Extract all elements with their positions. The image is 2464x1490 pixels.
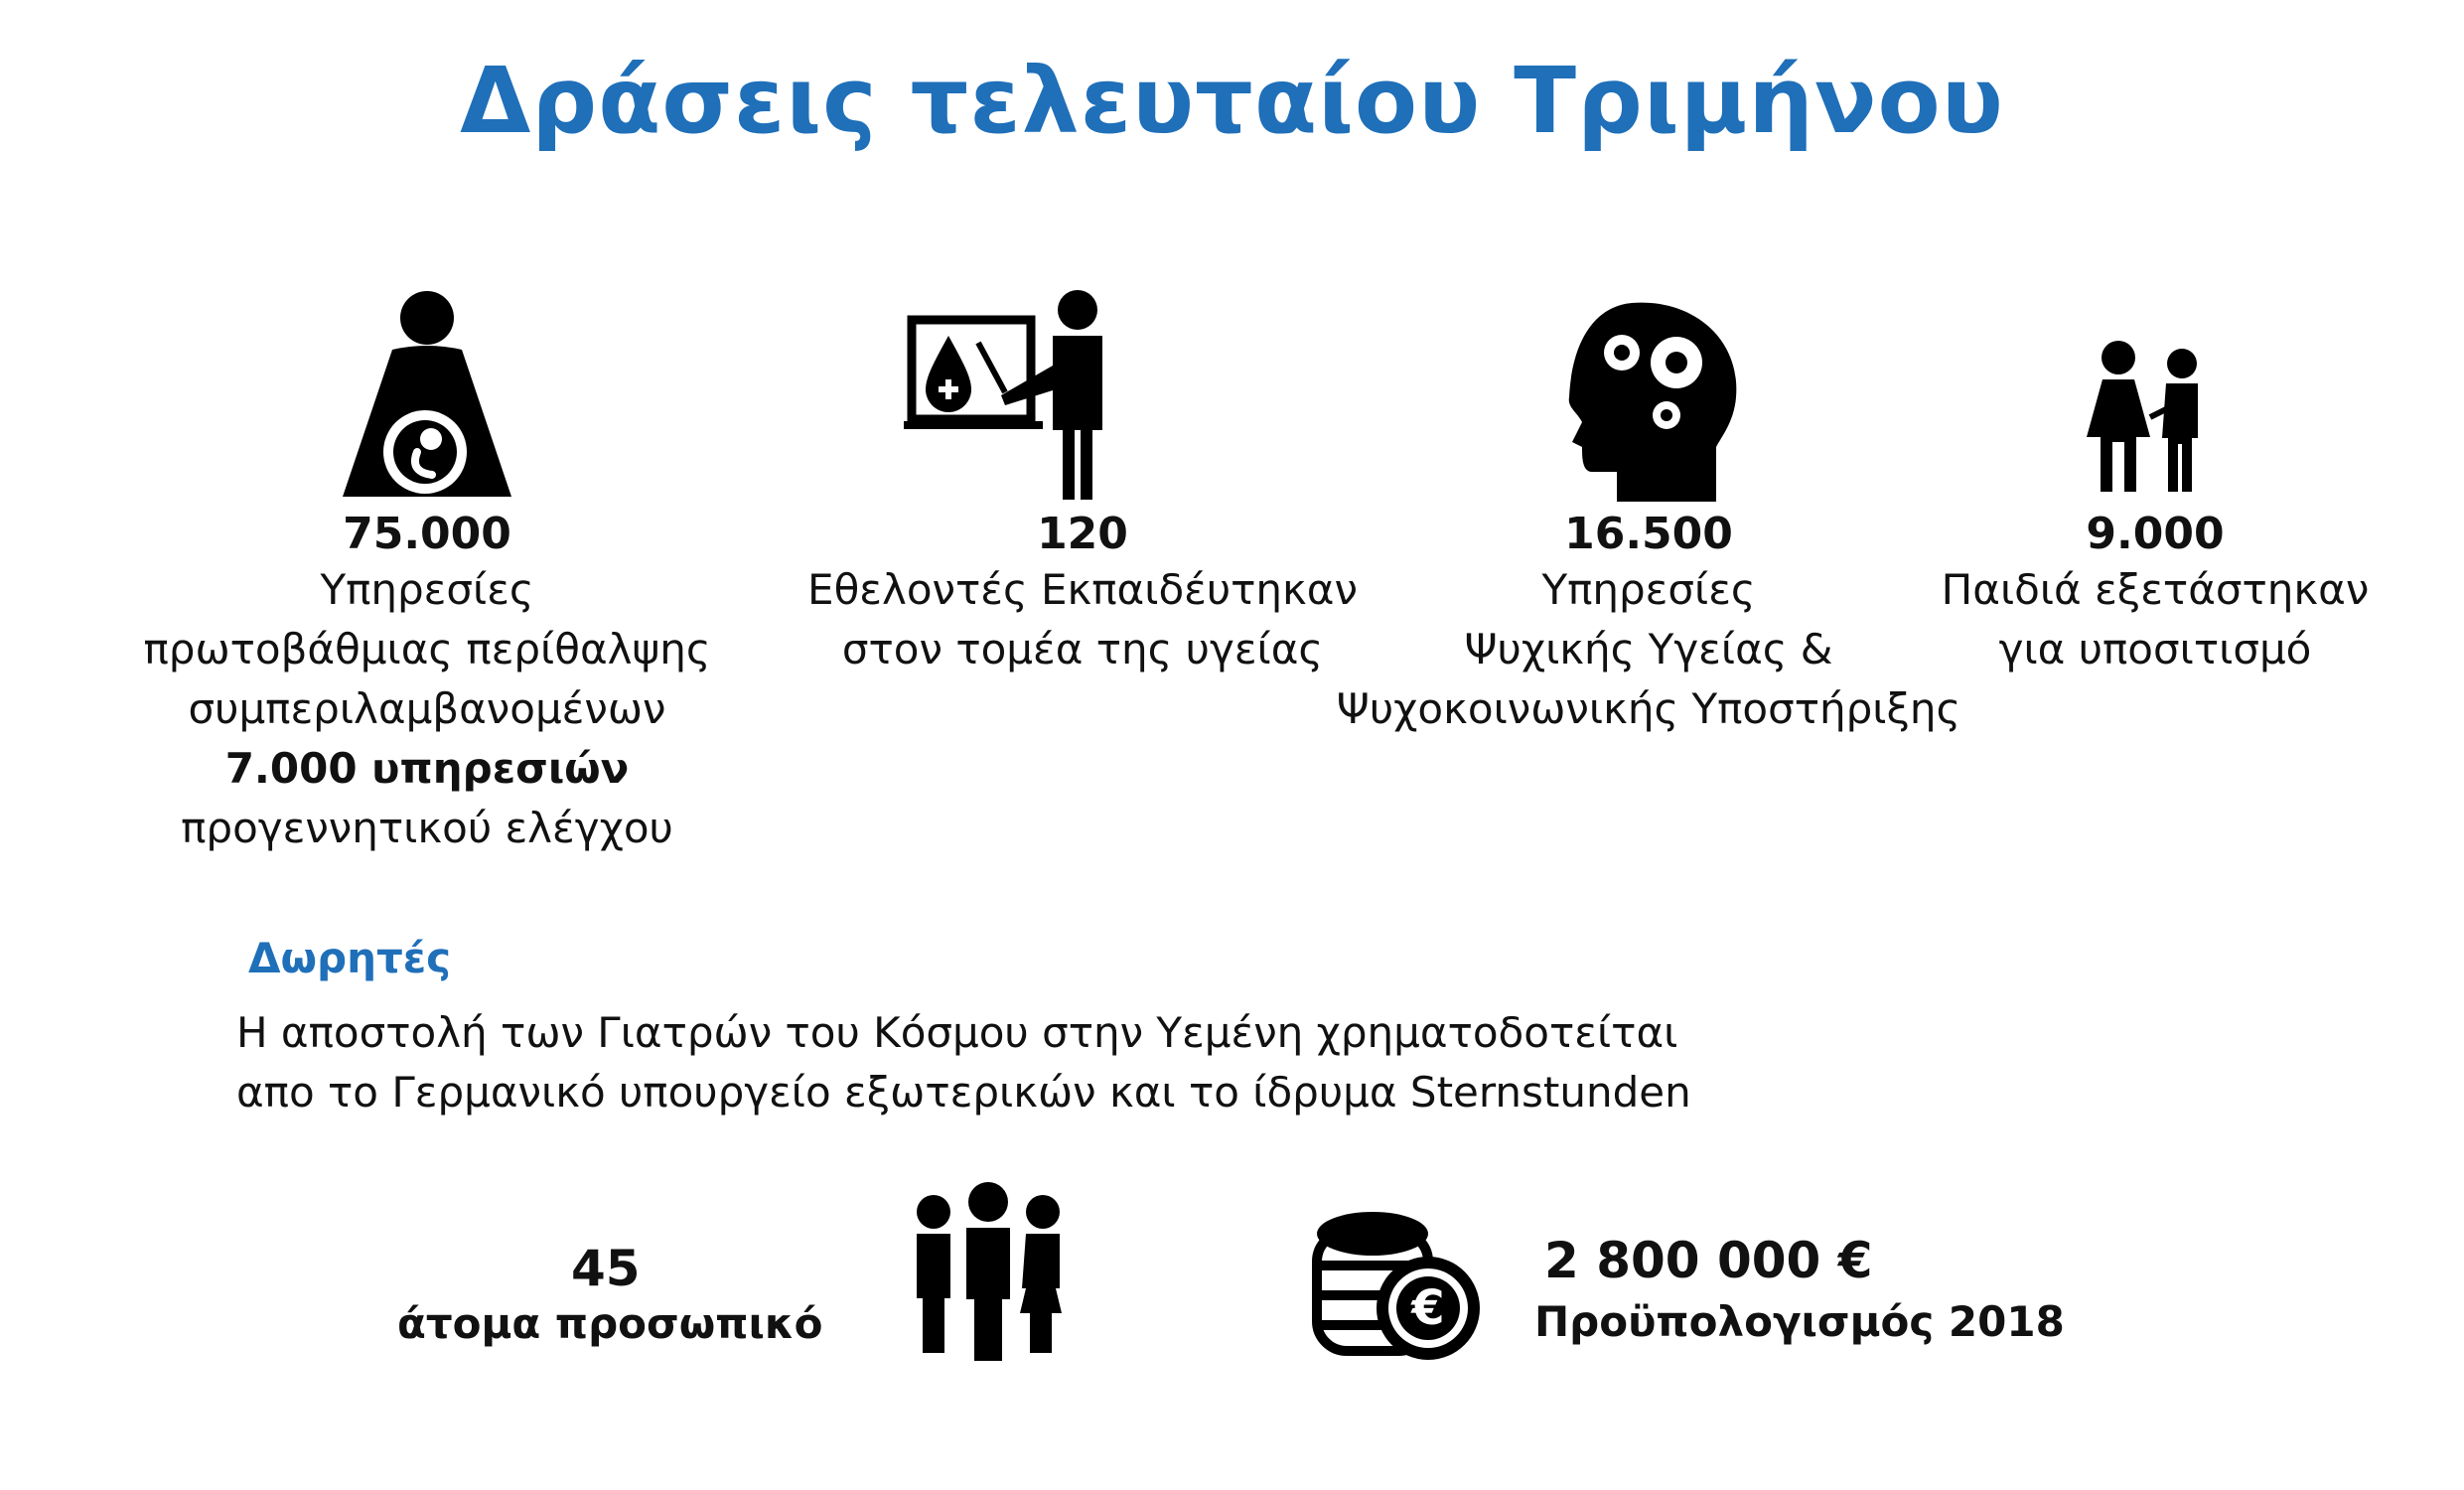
- staff-label: άτομα προσωπικό: [397, 1299, 823, 1348]
- staff-count: 45: [571, 1240, 641, 1297]
- stat-children: [1907, 509, 2403, 679]
- children-icon: [2081, 338, 2220, 497]
- euro-coins-icon: [1309, 1204, 1483, 1368]
- page-title: Δράσεις τελευταίου Τριμήνου: [460, 48, 2004, 154]
- budget-amount: 2 800 000 €: [1544, 1232, 1873, 1289]
- donors-text: [236, 1003, 1691, 1122]
- head-gears-icon: [1557, 298, 1746, 502]
- stat-number: 9.000: [2086, 509, 2225, 559]
- stat-text: πρωτοβάθμιας περίθαλψης: [143, 625, 711, 673]
- donors-line: Η αποστολή των Γιατρών του Κόσμου στην Υεμένη χρηματοδοτείται: [236, 1008, 1678, 1057]
- stat-number: 75.000: [343, 509, 511, 559]
- stat-text: στον τομέα της υγείας: [841, 625, 1324, 673]
- stat-text: προγεννητικού ελέγχου: [181, 804, 673, 852]
- stat-text: 7.000 υπηρεσιών: [224, 744, 630, 793]
- pregnant-woman-icon: [338, 288, 516, 502]
- stat-number: 120: [1037, 509, 1128, 559]
- stat-text: συμπεριλαμβανομένων: [188, 684, 666, 733]
- donors-heading: Δωρητές: [248, 934, 452, 982]
- stat-text: Ψυχικής Υγείας &: [1464, 625, 1833, 673]
- stat-prenatal: [129, 509, 725, 858]
- stat-mental-health: [1321, 509, 1976, 739]
- stat-volunteers: [755, 509, 1410, 679]
- health-training-icon: [904, 288, 1132, 502]
- stat-text: Υπηρεσίες: [1541, 565, 1756, 614]
- svg-text:€: €: [1411, 1280, 1445, 1336]
- stat-text: Υπηρεσίες: [320, 565, 534, 614]
- stat-text: Παιδιά εξετάστηκαν: [1941, 565, 2370, 614]
- stat-text: για υποσιτισμό: [1998, 625, 2312, 673]
- budget-label: Προϋπολογισμός 2018: [1534, 1297, 2065, 1346]
- donors-line: απο το Γερμανικό υπουργείο εξωτερικών και το ίδρυμα Sternstunden: [236, 1068, 1691, 1117]
- stat-number: 16.500: [1564, 509, 1733, 559]
- stat-text: Ψυχοκοινωνικής Υποστήριξης: [1336, 684, 1961, 733]
- people-group-icon: [909, 1182, 1068, 1366]
- stat-text: Εθελοντές Εκπαιδέυτηκαν: [807, 565, 1358, 614]
